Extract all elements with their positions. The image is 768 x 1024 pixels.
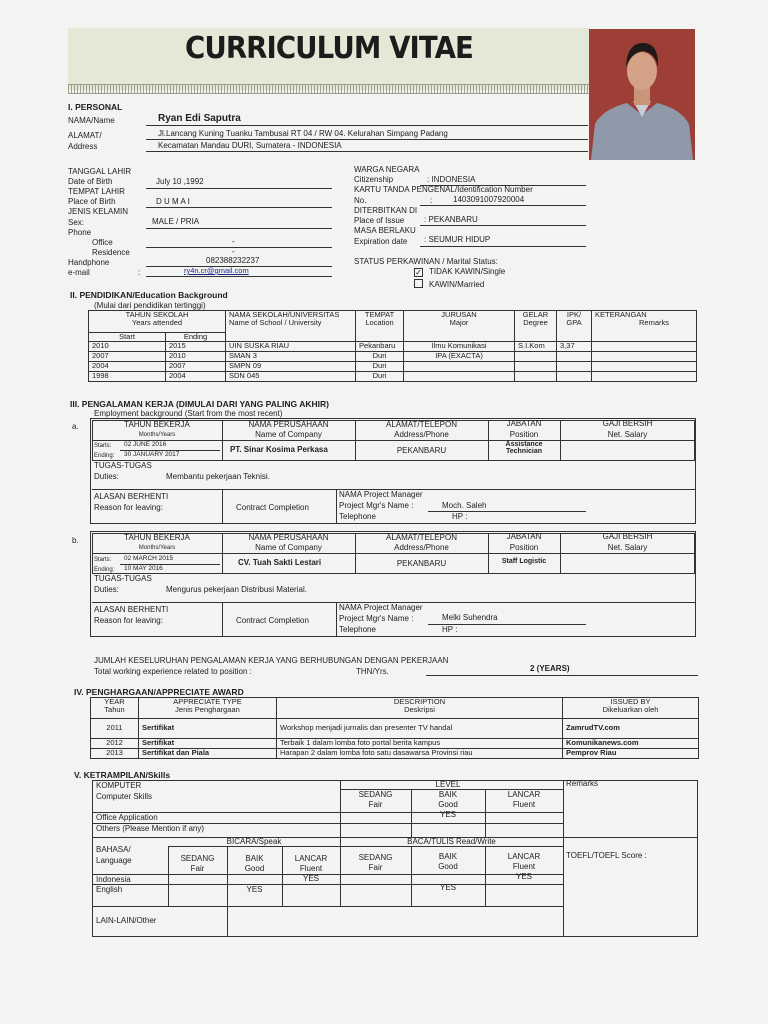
office-application-label: Office Application (96, 813, 158, 822)
sex-label: JENIS KELAMIN (68, 207, 129, 216)
job-a-reason: Contract Completion (236, 503, 309, 512)
job-b-h-company: NAMA PERUSAHAAN (248, 533, 329, 542)
job-b-company: CV. Tuah Sakti Lestari (238, 558, 322, 567)
email-label: e-mail (68, 268, 90, 277)
id-label: KARTU TANDA PENGENAL/Identification Number (354, 185, 533, 194)
read-good: BAIK (438, 852, 458, 861)
indonesia-label: Indonesia (96, 875, 131, 884)
job-b-reason-label: ALASAN BERHENTI (94, 605, 169, 614)
address-label: ALAMAT/ (68, 131, 102, 140)
comp-fluent-en: Fluent (512, 800, 536, 809)
checkbox-icon (414, 279, 423, 288)
name-label: NAMA/Name (68, 116, 115, 125)
job-b-start: 02 MARCH 2015 (124, 555, 174, 562)
education-subtitle: (Mulai dari pendidikan tertinggi) (94, 301, 206, 310)
awards-table: YEAR Tahun APPRECIATE TYPE Jenis Penghargaan DESCRIPTION Deskripsi ISSUED BY Dikeluarkan oleh 2011 Sertifikat Workshop menjadi jurnalis dan presenter TV handal ZamrudTV.com 2012 Sertifikat Terbaik 1 dalam lomba foto portal berita kampus Komunikanews.com 2013 Sertifikat dan Piala Harapan 2 dalam lomba foto satu dasawarsa Provinsi riau Pemprov Riau (90, 697, 699, 759)
job-a-h-year: TAHUN BEKERJA (124, 420, 190, 429)
handphone-value: 082388232237 (206, 256, 260, 265)
total-experience-label: JUMLAH KESELURUHAN PENGALAMAN KERJA YANG BERHUBUNGAN DENGAN PEKERJAAN (94, 656, 449, 665)
single-label: TIDAK KAWIN/Single (429, 267, 506, 276)
citizen-label-en: Citizenship (354, 175, 394, 184)
job-b-h-position: JABATAN (506, 532, 542, 541)
job-b-address: PEKANBARU (396, 559, 447, 568)
email-link[interactable]: ry4n.cr@gmail.com (184, 266, 249, 275)
office-label: Office (92, 238, 113, 247)
read-good-en: Good (438, 862, 458, 871)
job-a-reason-label2: Reason for leaving: (94, 503, 163, 512)
comp-fluent: LANCAR (507, 790, 541, 799)
job-a-duties-label: TUGAS-TUGAS (94, 461, 152, 470)
job-b-manager: Melki Suhendra (442, 613, 498, 622)
speak-good: BAIK (245, 854, 264, 863)
residence-label: Residence (92, 248, 130, 257)
employment-subtitle: Employment background (Start from the most recent) (94, 409, 283, 418)
read-fluent-en: Fluent (512, 862, 536, 871)
job-b-h-address: ALAMAT/TELEPON (386, 533, 457, 542)
citizen-label: WARGA NEGARA (354, 165, 420, 174)
read-fluent: LANCAR (507, 852, 541, 861)
marital-label: STATUS PERKAWINAN / Marital Status: (354, 257, 498, 266)
speak-label: BICARA/Speak (226, 837, 282, 846)
remarks-label: Remarks (566, 779, 599, 788)
dob-label: TANGGAL LAHIR (68, 167, 132, 176)
job-a-ending-label: Ending: (94, 453, 115, 459)
job-b-h-address2: Address/Phone (394, 543, 449, 552)
marital-married[interactable] (414, 279, 484, 289)
pob-label: TEMPAT LAHIR (68, 187, 125, 196)
pob-value: D U M A I (156, 197, 190, 206)
job-a-h-address2: Address/Phone (394, 430, 449, 439)
job-b-duties: Mengurus pekerjaan Distribusi Material. (166, 585, 307, 594)
section-skills: V. KETRAMPILAN/Skills (74, 770, 171, 780)
job-a-h-salary2: Net. Salary (607, 430, 648, 439)
section-education: II. PENDIDIKAN/Education Background (70, 290, 228, 300)
job-b-position: Staff Logistic (501, 558, 547, 565)
residence-value: - (232, 247, 235, 256)
job-a-reason-label: ALASAN BERHENTI (94, 492, 169, 501)
comp-fair: SEDANG (358, 790, 393, 799)
job-b-end: 10 MAY 2016 (124, 565, 163, 572)
id-label-en: No. (354, 196, 367, 205)
expiration-value: : SEUMUR HIDUP (424, 235, 491, 244)
job-b-h-year: TAHUN BEKERJA (124, 533, 190, 542)
profile-photo (589, 29, 695, 160)
job-a-duties: Membantu pekerjaan Teknisi. (166, 472, 270, 481)
name-value: Ryan Edi Saputra (158, 113, 241, 124)
job-a-manager: Moch. Saleh (442, 501, 487, 510)
total-experience-label-en: Total working experience related to position : (94, 667, 252, 676)
job-b-pm-label2: Project Mgr's Name : (339, 614, 414, 623)
job-a-h-position: JABATAN (506, 419, 542, 428)
job-a-h-company: NAMA PERUSAHAAN (248, 420, 329, 429)
address-label-en: Address (68, 142, 98, 151)
toefl-label: TOEFL/TOEFL Score : (566, 851, 647, 860)
office-application-value: YES (439, 810, 456, 819)
job-a-h-salary: GAJI BERSIH (602, 419, 653, 428)
job-b-pm-label: NAMA Project Manager (339, 603, 423, 612)
checkbox-checked-icon: ✓ (415, 268, 422, 277)
person-photo-icon (589, 29, 695, 160)
table-row: 2011 Sertifikat Workshop menjadi jurnalis dan presenter TV handal ZamrudTV.com (91, 719, 699, 739)
comp-good: BAIK (438, 790, 458, 799)
job-a-h-year2: Months/Years (138, 432, 176, 438)
job-a-end: 30 JANUARY 2017 (124, 451, 180, 458)
english-read-value: YES (439, 883, 456, 892)
phone-label: Phone (68, 228, 92, 237)
comp-good-en: Good (438, 800, 458, 809)
speak-fluent-en: Fluent (299, 864, 323, 873)
job-a-pm-label: NAMA Project Manager (339, 490, 423, 499)
job-b-hp-label: HP : (442, 625, 458, 634)
education-table: TAHUN SEKOLAH Years attended NAMA SEKOLAH/UNIVERSITAS Name of School / University TEMPAT Location JURUSAN Major GELAR Degree IPK/ GPA KETERANGAN Remarks Start Ending 2010 2015 UIN SUSKA RIAU Pekanbaru Ilmu Komunikasi S.I.Kom 3,37 2007 2010 SMAN 3 Duri IPA (EXACTA) 2004 2007 SMPN 09 Duri 1998 2004 SDN 045 Duri (88, 310, 697, 382)
job-a-pm-label2: Project Mgr's Name : (339, 501, 414, 510)
decorative-border (68, 84, 590, 94)
issued-label-en: Place of Issue (354, 216, 405, 225)
job-b-letter: b. (72, 536, 79, 545)
citizen-value: : INDONESIA (427, 175, 476, 184)
english-speak-value: YES (246, 885, 263, 894)
job-a-h-position2: Position (509, 430, 539, 439)
email-colon: : (138, 268, 141, 277)
section-personal: I. PERSONAL (68, 102, 123, 112)
table-row: 2007 2010 SMAN 3 Duri IPA (EXACTA) (89, 352, 697, 362)
job-a-position: Assistance Technician (505, 441, 543, 456)
total-experience-value: 2 (YEARS) (530, 664, 570, 673)
table-row: 2013 Sertifikat dan Piala Harapan 2 dalam lomba foto satu dasawarsa Provinsi riau Pemprov Riau (91, 749, 699, 759)
job-b-duties-label: TUGAS-TUGAS (94, 574, 152, 583)
marital-single[interactable] (414, 268, 505, 277)
level-label: LEVEL (435, 780, 461, 789)
speak-fair-en: Fair (190, 864, 205, 873)
speak-fluent: LANCAR (294, 854, 328, 863)
job-a-telephone-label: Telephone (339, 512, 376, 521)
dob-value: July 10 ,1992 (156, 177, 204, 186)
others-label: Others (Please Mention if any) (96, 824, 205, 833)
job-a-start: 02 JUNE 2016 (124, 441, 167, 448)
read-fair-en: Fair (368, 863, 383, 872)
job-b-reason-label2: Reason for leaving: (94, 616, 163, 625)
computer-label-en: Computer Skills (96, 792, 153, 801)
job-b-reason: Contract Completion (236, 616, 309, 625)
id-colon: : (430, 196, 433, 205)
job-a-starts-label: Starts: (94, 443, 112, 449)
handphone-label: Handphone (68, 258, 110, 267)
job-a-h-address: ALAMAT/TELEPON (386, 420, 457, 429)
job-b-h-salary2: Net. Salary (607, 543, 648, 552)
job-b-starts-label: Starts: (94, 557, 112, 563)
read-fair: SEDANG (358, 853, 393, 862)
english-label: English (96, 885, 123, 894)
job-a-company: PT. Sinar Kosima Perkasa (230, 445, 328, 454)
job-b-h-salary: GAJI BERSIH (602, 532, 653, 541)
sex-label-en: Sex: (68, 218, 85, 227)
speak-fair: SEDANG (180, 854, 215, 863)
indonesia-read-value: YES (515, 872, 532, 881)
id-value: 1403091007920004 (453, 195, 525, 204)
comp-fair-en: Fair (368, 800, 383, 809)
section-awards: IV. PENGHARGAAN/APPRECIATE AWARD (74, 687, 244, 697)
expiration-label: MASA BERLAKU (354, 226, 416, 235)
speak-good-en: Good (244, 864, 265, 873)
read-write-label: BACA/TULIS Read/Write (407, 837, 496, 846)
job-b-duties-label2: Duties: (94, 585, 119, 594)
table-row: 2012 Sertifikat Terbaik 1 dalam lomba foto portal berita kampus Komunikanews.com (91, 739, 699, 749)
pob-label-en: Place of Birth (68, 197, 116, 206)
address-line-2: Kecamatan Mandau DURI, Sumatera - INDONESIA (158, 141, 342, 150)
married-label: KAWIN/Married (429, 280, 485, 289)
dob-label-en: Date of Birth (68, 177, 113, 186)
job-b-telephone-label: Telephone (339, 625, 376, 634)
issued-value: : PEKANBARU (424, 215, 478, 224)
sex-value: MALE / PRIA (152, 217, 200, 226)
section-employment: III. PENGALAMAN KERJA (DIMULAI DARI YANG PALING AKHIR) (70, 399, 329, 409)
address-line-1: Jl.Lancang Kuning Tuanku Tambusai RT 04 / RW 04. Kelurahan Simpang Padang (158, 129, 448, 138)
other-label: LAIN-LAIN/Other (96, 916, 157, 925)
computer-label: KOMPUTER (96, 781, 142, 790)
job-a-h-company2: Name of Company (255, 430, 322, 439)
issued-label: DITERBITKAN DI (354, 206, 418, 215)
expiration-label-en: Expiration date (354, 237, 408, 246)
job-a-hp-label: HP : (452, 512, 468, 521)
indonesia-speak-value: YES (302, 874, 319, 883)
job-b-h-company2: Name of Company (255, 543, 322, 552)
job-b-h-year2: Months/Years (138, 545, 176, 551)
job-a-address: PEKANBARU (396, 446, 447, 455)
table-row: 1998 2004 SDN 045 Duri (89, 372, 697, 382)
table-row: 2010 2015 UIN SUSKA RIAU Pekanbaru Ilmu Komunikasi S.I.Kom 3,37 (89, 342, 697, 352)
job-a-duties-label2: Duties: (94, 472, 119, 481)
language-label-en: Language (96, 856, 132, 865)
office-value: - (232, 237, 235, 246)
total-experience-unit: THN/Yrs. (356, 667, 389, 676)
table-row: 2004 2007 SMPN 09 Duri (89, 362, 697, 372)
job-b-ending-label: Ending: (94, 567, 115, 573)
job-a-letter: a. (72, 422, 79, 431)
language-label: BAHASA/ (96, 845, 131, 854)
page-title: CURRICULUM VITAE (184, 31, 474, 66)
job-b-h-position2: Position (509, 543, 539, 552)
